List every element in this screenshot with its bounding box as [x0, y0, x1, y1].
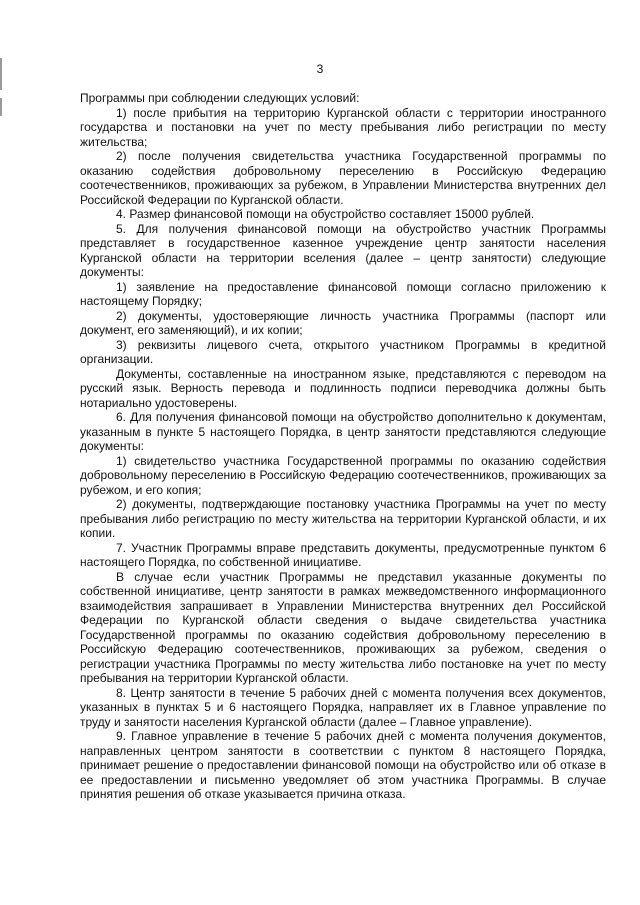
paragraph: 2) документы, подтверждающие постановку участника Программы на учет по месту пребывания либо регистрацию по месту жительства на территории Курганской области, и их копии. — [80, 497, 606, 540]
paragraph: 5. Для получения финансовой помощи на обустройство участник Программы представляет в государственное казенное учреждение центр занятости населения Курганской области на территории вселения (далее – центр занятости) следующие документы: — [80, 221, 606, 279]
paragraph: 2) документы, удостоверяющие личность участника Программы (паспорт или документ, его заменяющий), и их копии; — [80, 308, 606, 337]
paragraph: 4. Размер финансовой помощи на обустройство составляет 15000 рублей. — [116, 207, 535, 221]
paragraph: В случае если участник Программы не представил указанные документы по собственной инициативе, центр занятости в рамках межведомственного информационного взаимодействия запрашивает в Управлении Министерства внутренних дел Российской Федерации по Курганской области сведения о выдаче свидетельства участника Государственной программы по оказанию содействия добровольному переселению в Российскую Федерацию соотечественников, проживающих за рубежом, сведения о регистрации участника Программы по месту жительства либо постановке на учет по месту пребывания на территории Курганской области. — [80, 569, 606, 685]
paragraph: 1) заявление на предоставление финансовой помощи согласно приложению к настоящему Порядку; — [80, 279, 606, 308]
paragraph: 9. Главное управление в течение 5 рабочих дней с момента получения документов, направленных центром занятости в соответствии с пунктом 8 настоящего Порядка, принимает решение о предоставлении финансовой помощи на обустройство или об отказе в ее предоставлении и письменно уведомляет об этом участника Программы. В случае принятия решения об отказе указывается причина отказа. — [80, 729, 606, 801]
paragraph: Документы, составленные на иностранном языке, представляются с переводом на русский язык. Верность перевода и подлинность подписи переводчика должны быть нотариально удостоверены. — [80, 366, 606, 410]
paragraph: 1) после прибытия на территорию Курганской области с территории иностранного государства и постановки на учет по месту пребывания либо регистрации по месту жительства; — [80, 105, 606, 149]
scan-edge-mark — [0, 98, 2, 116]
paragraph: 3) реквизиты лицевого счета, открытого участником Программы в кредитной организации. — [80, 337, 606, 366]
paragraph: Программы при соблюдении следующих условий: — [80, 91, 360, 105]
paragraph: 6. Для получения финансовой помощи на обустройство дополнительно к документам, указанным в пункте 5 настоящего Порядка, в центр занятости представляются следующие документы: — [80, 410, 606, 453]
paragraph: 1) свидетельство участника Государственной программы по оказанию содействия добровольному переселению в Российскую Федерацию соотечественников, проживающих за рубежом, и его копия; — [80, 453, 606, 497]
paragraph: 2) после получения свидетельства участника Государственной программы по оказанию содействия добровольному переселению в Российскую Федерацию соотечественников, проживающих за рубежом, в Управлении Министерства внутренних дел Российской Федерации по Курганской области. — [80, 149, 606, 207]
paragraph: 7. Участник Программы вправе представить документы, предусмотренные пунктом 6 настоящего Порядка, по собственной инициативе. — [80, 540, 606, 569]
document-body — [80, 91, 606, 802]
page-number: 3 — [316, 62, 324, 76]
paragraph: 8. Центр занятости в течение 5 рабочих дней с момента получения всех документов, указанных в пунктах 5 и 6 настоящего Порядка, направляет их в Главное управление по труду и занятости населения Курганской области (далее – Главное управление). — [80, 685, 606, 729]
